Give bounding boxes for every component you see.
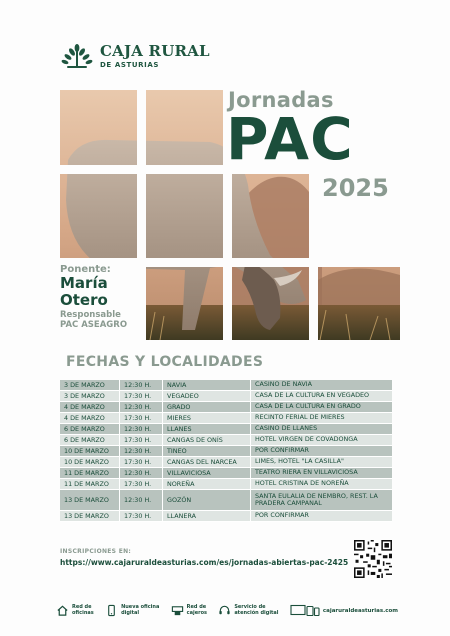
speaker-role: Ponente: (60, 264, 111, 275)
schedule-time: 12:30 H. (120, 380, 163, 391)
table-row (60, 511, 392, 522)
footer-label: oficinas (72, 609, 94, 616)
footer-label: Servicio de (234, 603, 266, 610)
schedule-place: NAVIA (163, 380, 251, 391)
footer-item-website[interactable] (290, 604, 398, 617)
footer-bar (56, 604, 398, 617)
schedule-time: 17:30 H. (120, 457, 163, 468)
schedule-venue: CASA DE LA CULTURA EN VEGADEO (251, 391, 392, 402)
schedule-date: 4 DE MARZO (60, 402, 120, 413)
schedule-date: 11 DE MARZO (60, 479, 120, 490)
footer-item-digital-service[interactable] (218, 604, 278, 617)
footer-item-branches[interactable] (56, 604, 94, 617)
table-row (60, 446, 392, 457)
schedule-date: 6 DE MARZO (60, 435, 120, 446)
schedule-time: 17:30 H. (120, 479, 163, 490)
brand-subtitle: DE ASTURIAS (100, 60, 160, 69)
table-row (60, 402, 392, 413)
schedule-time: 17:30 H. (120, 435, 163, 446)
brand-name: CAJA RURAL (100, 41, 210, 60)
headline-year: 2025 (322, 174, 389, 202)
table-row (60, 435, 392, 446)
schedule-time: 17:30 H. (120, 413, 163, 424)
schedule-place: GOZÓN (163, 490, 251, 511)
footer-label: Red de (186, 603, 207, 610)
schedule-place: MIERES (163, 413, 251, 424)
schedule-place: TINEO (163, 446, 251, 457)
schedule-date: 11 DE MARZO (60, 468, 120, 479)
schedule-place: VILLAVICIOSA (163, 468, 251, 479)
schedule-date: 4 DE MARZO (60, 413, 120, 424)
schedule-time: 12:30 H. (120, 402, 163, 413)
table-row (60, 413, 392, 424)
schedule-place: GRADO (163, 402, 251, 413)
mobile-office-icon (105, 604, 118, 617)
schedule-venue: CASA DE LA CULTURA EN GRADO (251, 402, 392, 413)
footer-website: cajaruraldeasturias.com (322, 607, 398, 614)
schedule-time: 12:30 H. (120, 468, 163, 479)
speaker-first-name: María (60, 274, 108, 292)
schedule-venue: LIMES, HOTEL "LA CASILLA" (251, 457, 392, 468)
schedule-time: 17:30 H. (120, 511, 163, 522)
schedule-table (60, 380, 392, 522)
atm-icon (171, 604, 184, 617)
footer-label: digital (121, 609, 140, 616)
schedule-date: 6 DE MARZO (60, 424, 120, 435)
speaker-position-line2: PAC ASEAGRO (60, 320, 128, 331)
headline-jornadas: Jornadas (228, 88, 334, 112)
schedule-date: 10 DE MARZO (60, 457, 120, 468)
schedule-place: LLANERA (163, 511, 251, 522)
schedule-place: CANGAS DE ONÍS (163, 435, 251, 446)
schedule-venue: CASINO DE LLANES (251, 424, 392, 435)
footer-label: cajeros (186, 609, 207, 616)
table-row (60, 457, 392, 468)
schedule-venue: POR CONFIRMAR (251, 446, 392, 457)
table-row (60, 424, 392, 435)
schedule-place: LLANES (163, 424, 251, 435)
table-row (60, 391, 392, 402)
footer-item-atms[interactable] (171, 604, 207, 617)
headset-icon (218, 604, 231, 617)
schedule-date: 13 DE MARZO (60, 511, 120, 522)
registration-link[interactable]: https://www.cajaruraldeasturias.com/es/jornadas-abiertas-pac-2425 (60, 558, 349, 567)
section-title: FECHAS Y LOCALIDADES (66, 354, 264, 370)
schedule-venue: CASINO DE NAVIA (251, 380, 392, 391)
schedule-time: 12:30 H. (120, 490, 163, 511)
headline-pac: PAC (226, 105, 354, 173)
schedule-date: 3 DE MARZO (60, 380, 120, 391)
schedule-venue: HOTEL CRISTINA DE NOREÑA (251, 479, 392, 490)
schedule-time: 12:30 H. (120, 446, 163, 457)
schedule-venue: HOTEL VIRGEN DE COVADONGA (251, 435, 392, 446)
footer-label: Nueva oficina (121, 603, 160, 610)
schedule-venue: RECINTO FERIAL DE MIERES (251, 413, 392, 424)
brand-logo[interactable] (60, 42, 210, 70)
qr-code[interactable] (354, 540, 392, 578)
schedule-time: 12:30 H. (120, 424, 163, 435)
table-row (60, 468, 392, 479)
wheat-logo-icon (60, 42, 94, 70)
schedule-place: NOREÑA (163, 479, 251, 490)
speaker-last-name: Otero (60, 290, 108, 309)
devices-icon (290, 604, 320, 617)
schedule-venue: SANTA EULALIA DE NEMBRO, REST. LA PRADERA CAMPANAL (251, 490, 392, 511)
schedule-date: 3 DE MARZO (60, 391, 120, 402)
schedule-venue: TEATRO RIERA EN VILLAVICIOSA (251, 468, 392, 479)
schedule-venue: POR CONFIRMAR (251, 511, 392, 522)
schedule-place: CANGAS DEL NARCEA (163, 457, 251, 468)
schedule-place: VEGADEO (163, 391, 251, 402)
table-row (60, 490, 392, 511)
schedule-date: 13 DE MARZO (60, 490, 120, 511)
footer-item-digital-office[interactable] (105, 604, 159, 617)
speaker-block (60, 264, 127, 330)
footer-label: atención digital (234, 609, 279, 616)
schedule-date: 10 DE MARZO (60, 446, 120, 457)
schedule-time: 17:30 H. (120, 391, 163, 402)
table-row (60, 380, 392, 391)
house-icon (56, 604, 69, 617)
speaker-position-line1: Responsable (60, 310, 121, 320)
footer-label: Red de (72, 603, 92, 610)
registration-label: INSCRIPCIONES EN: (60, 548, 132, 555)
table-row (60, 479, 392, 490)
